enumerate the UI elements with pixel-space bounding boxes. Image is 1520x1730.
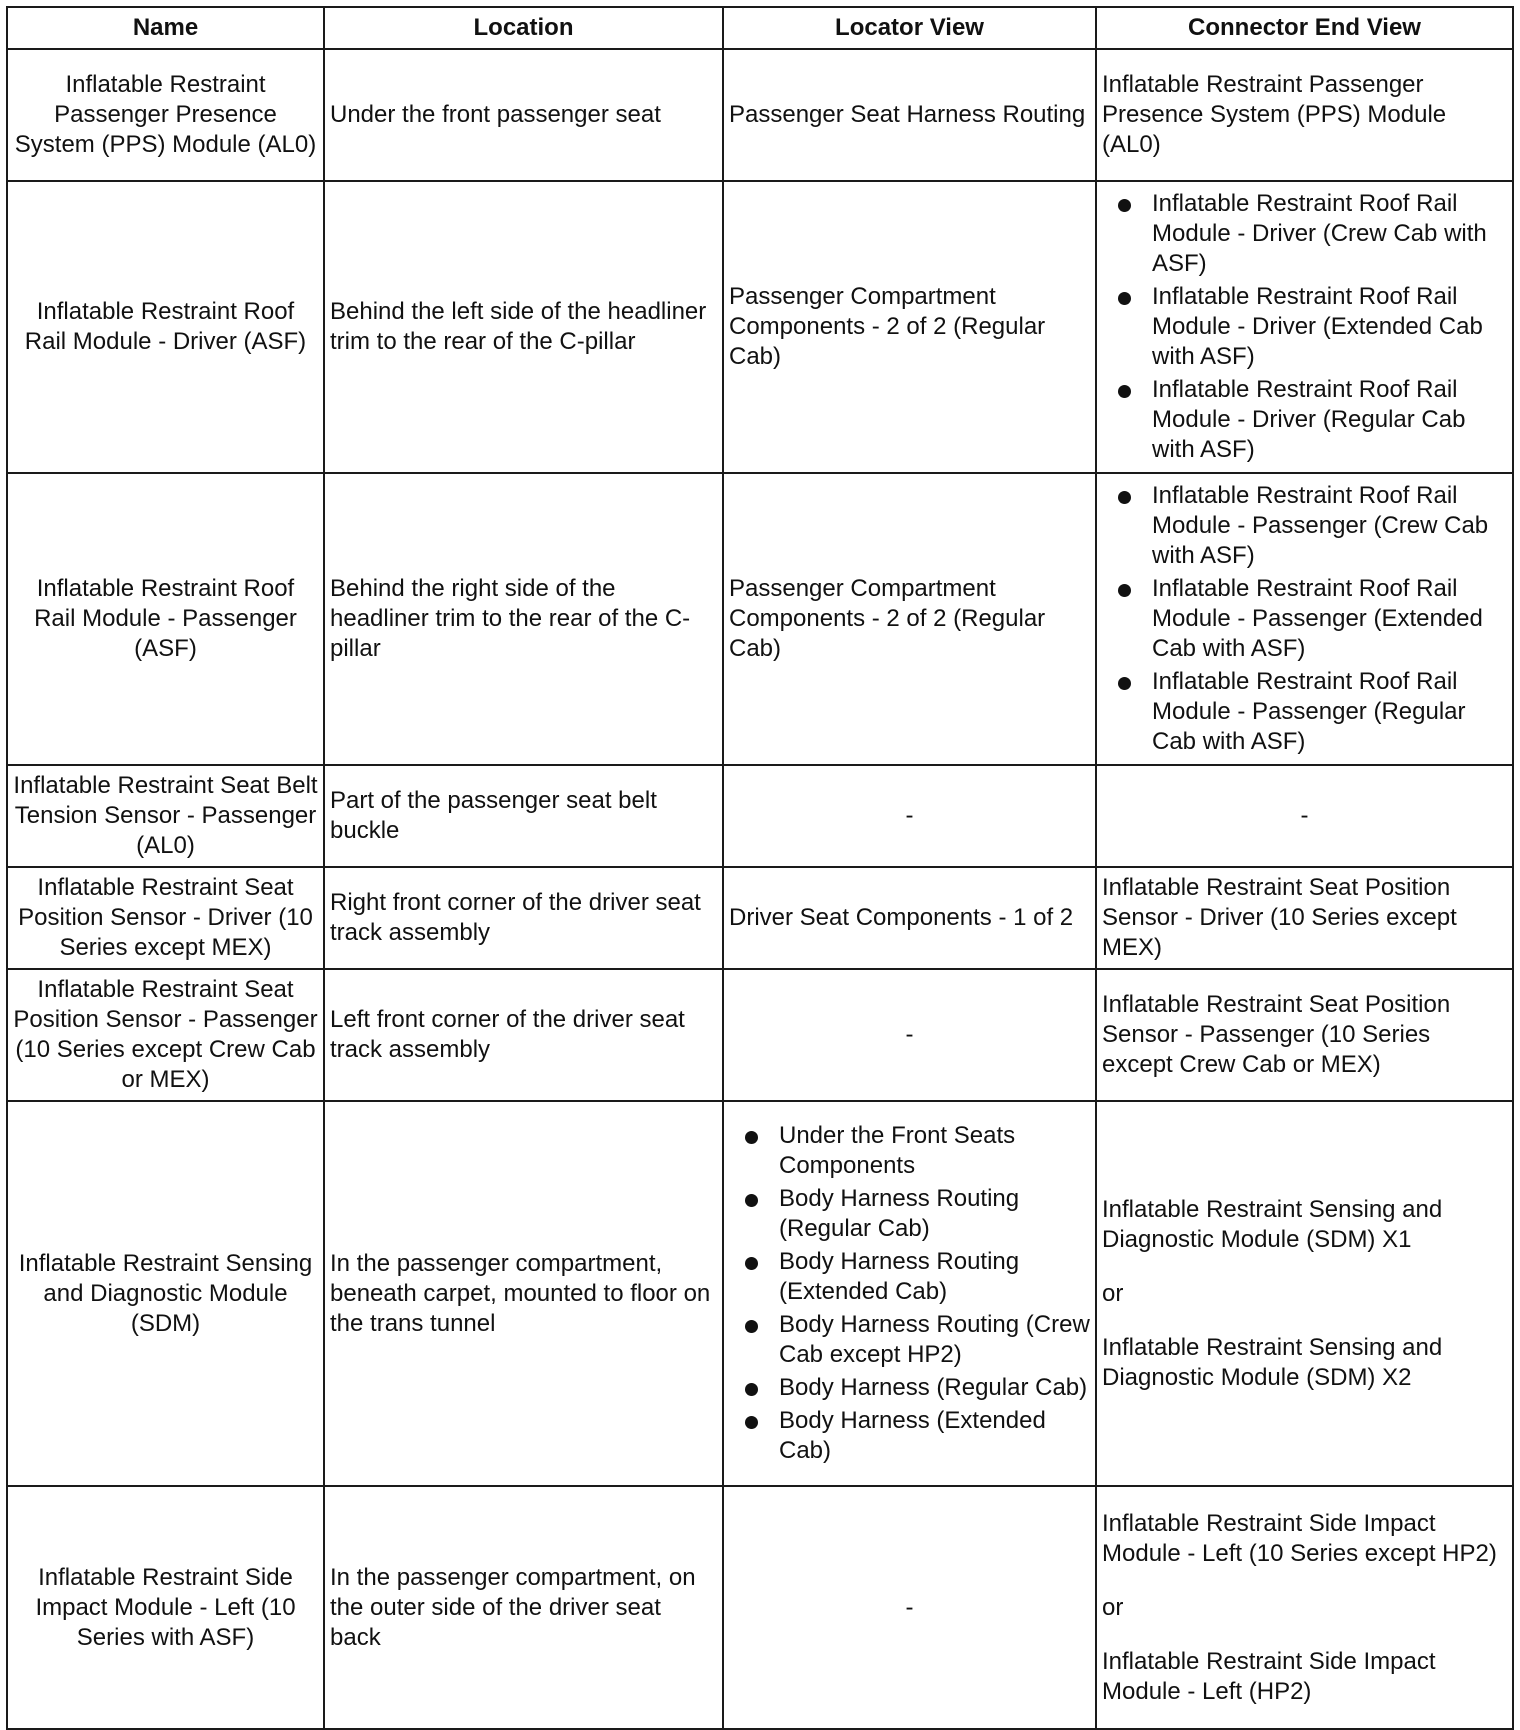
connector-bullet-list [1102,481,1507,757]
location-cell: Behind the right side of the headliner trim to the rear of the C-pillar [324,473,723,765]
table-row [7,867,1513,969]
location-cell: In the passenger compartment, beneath carpet, mounted to floor on the trans tunnel [324,1101,723,1486]
location-cell: Right front corner of the driver seat track assembly [324,867,723,969]
location-cell: Behind the left side of the headliner trim to the rear of the C-pillar [324,181,723,473]
name-cell: Inflatable Restraint Seat Position Sensor - Driver (10 Series except MEX) [7,867,324,969]
locator-view-cell: - [723,1486,1096,1729]
list-item: Inflatable Restraint Roof Rail Module - Passenger (Extended Cab with ASF) [1102,574,1507,664]
locator-view-cell: Passenger Seat Harness Routing [723,49,1096,181]
list-item: Body Harness (Extended Cab) [729,1406,1090,1466]
locator-view-cell [723,1101,1096,1486]
connector-end-view-cell [1096,181,1513,473]
connector-end-view-cell [1096,473,1513,765]
table-row [7,969,1513,1101]
table-header-row [7,7,1513,49]
location-cell: Under the front passenger seat [324,49,723,181]
table-row [7,181,1513,473]
locator-view-cell: Driver Seat Components - 1 of 2 [723,867,1096,969]
list-item: Under the Front Seats Components [729,1121,1090,1181]
component-locator-table [6,6,1514,1730]
connector-end-view-cell: Inflatable Restraint Passenger Presence System (PPS) Module (AL0) [1096,49,1513,181]
connector-option: Inflatable Restraint Side Impact Module - Left (10 Series except HP2) [1102,1509,1497,1567]
locator-view-cell: Passenger Compartment Components - 2 of 2 (Regular Cab) [723,181,1096,473]
connector-end-view-cell [1096,1486,1513,1729]
column-header-locator-view: Locator View [723,7,1096,49]
list-item: Inflatable Restraint Roof Rail Module - Passenger (Regular Cab with ASF) [1102,667,1507,757]
list-item: Inflatable Restraint Roof Rail Module - Driver (Regular Cab with ASF) [1102,375,1507,465]
list-item: Inflatable Restraint Roof Rail Module - Passenger (Crew Cab with ASF) [1102,481,1507,571]
list-item: Inflatable Restraint Roof Rail Module - Driver (Crew Cab with ASF) [1102,189,1507,279]
connector-end-view-cell: Inflatable Restraint Seat Position Sensor - Driver (10 Series except MEX) [1096,867,1513,969]
connector-end-view-cell: Inflatable Restraint Seat Position Sensor - Passenger (10 Series except Crew Cab or MEX) [1096,969,1513,1101]
list-item: Inflatable Restraint Roof Rail Module - Driver (Extended Cab with ASF) [1102,282,1507,372]
table-row [7,765,1513,867]
connector-option: Inflatable Restraint Sensing and Diagnostic Module (SDM) X2 [1102,1333,1443,1391]
column-header-connector-end-view: Connector End View [1096,7,1513,49]
location-cell: Left front corner of the driver seat track assembly [324,969,723,1101]
list-item: Body Harness Routing (Extended Cab) [729,1247,1090,1307]
connector-option: Inflatable Restraint Side Impact Module - Left (HP2) [1102,1647,1436,1705]
connector-option: Inflatable Restraint Sensing and Diagnostic Module (SDM) X1 [1102,1195,1443,1253]
table-row [7,1101,1513,1486]
locator-view-cell: Passenger Compartment Components - 2 of 2 (Regular Cab) [723,473,1096,765]
connector-alternatives [1102,1509,1507,1707]
table-row [7,1486,1513,1729]
list-item: Body Harness (Regular Cab) [729,1373,1090,1403]
connector-end-view-cell [1096,1101,1513,1486]
column-header-name: Name [7,7,324,49]
list-item: Body Harness Routing (Regular Cab) [729,1184,1090,1244]
or-separator: or [1102,1593,1124,1621]
or-separator: or [1102,1279,1124,1307]
name-cell: Inflatable Restraint Roof Rail Module - Driver (ASF) [7,181,324,473]
name-cell: Inflatable Restraint Side Impact Module - Left (10 Series with ASF) [7,1486,324,1729]
column-header-location: Location [324,7,723,49]
connector-bullet-list [1102,189,1507,465]
table-row [7,49,1513,181]
list-item: Body Harness Routing (Crew Cab except HP2) [729,1310,1090,1370]
location-cell: Part of the passenger seat belt buckle [324,765,723,867]
connector-alternatives [1102,1195,1507,1393]
connector-end-view-cell: - [1096,765,1513,867]
name-cell: Inflatable Restraint Seat Belt Tension Sensor - Passenger (AL0) [7,765,324,867]
name-cell: Inflatable Restraint Seat Position Sensor - Passenger (10 Series except Crew Cab or MEX) [7,969,324,1101]
locator-view-cell: - [723,765,1096,867]
locator-view-cell: - [723,969,1096,1101]
location-cell: In the passenger compartment, on the outer side of the driver seat back [324,1486,723,1729]
name-cell: Inflatable Restraint Roof Rail Module - Passenger (ASF) [7,473,324,765]
locator-bullet-list [729,1121,1090,1466]
name-cell: Inflatable Restraint Sensing and Diagnostic Module (SDM) [7,1101,324,1486]
name-cell: Inflatable Restraint Passenger Presence System (PPS) Module (AL0) [7,49,324,181]
table-row [7,473,1513,765]
